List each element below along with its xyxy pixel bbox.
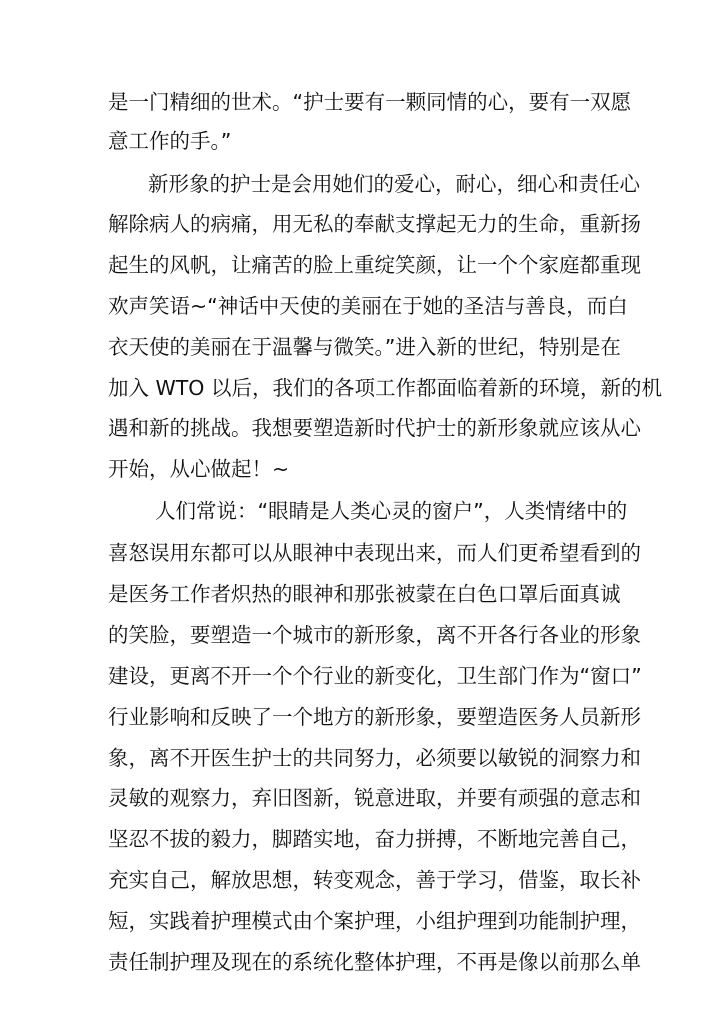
text-line: 人们常说：“眼睛是人类心灵的窗户”，人类情绪中的 xyxy=(155,499,628,523)
text-line: 解除病人的病痛，用无私的奉献支撑起无力的生命，重新扬 xyxy=(108,212,641,236)
text-line: 新形象的护士是会用她们的爱心，耐心，细心和责任心 xyxy=(148,172,640,196)
text-line: 充实自己，解放思想，转变观念，善于学习，借鉴，取长补 xyxy=(108,868,641,892)
text-line: 灵敏的观察力，弃旧图新，锐意进取，并要有顽强的意志和 xyxy=(108,786,641,810)
text-line: 衣天使的美丽在于温馨与微笑。”进入新的世纪，特别是在 xyxy=(108,335,621,359)
text-line: 开始，从心做起！~ xyxy=(108,457,290,481)
text-line: 欢声笑语~“神话中天使的美丽在于她的圣洁与善良，而白 xyxy=(108,294,628,318)
text-line: 意工作的手。” xyxy=(108,129,232,153)
text-line: 象，离不开医生护士的共同努力，必须要以敏锐的洞察力和 xyxy=(108,746,641,770)
text-line: 起生的风帆，让痛苦的脸上重绽笑颜，让一个个家庭都重现 xyxy=(108,253,641,277)
text-line: 是一门精细的世术。“护士要有一颗同情的心，要有一双愿 xyxy=(108,90,632,114)
text-line: 行业影响和反映了一个地方的新形象，要塑造医务人员新形 xyxy=(108,705,641,729)
text-line: 遇和新的挑战。我想要塑造新时代护士的新形象就应该从心 xyxy=(108,416,641,440)
text-line: 坚忍不拔的毅力，脚踏实地，奋力拼搏，不断地完善自己， xyxy=(108,827,641,851)
text-line: 的笑脸，要塑造一个城市的新形象，离不开各行各业的形象 xyxy=(108,623,641,647)
text-line: 责任制护理及现在的系统化整体护理，不再是像以前那么单 xyxy=(108,950,641,974)
text-line: 建设，更离不开一个个行业的新变化，卫生部门作为“窗口” xyxy=(108,664,642,688)
text-line: 加入 WTO 以后，我们的各项工作都面临着新的环境，新的机 xyxy=(108,376,662,400)
text-line: 短，实践着护理模式由个案护理，小组护理到功能制护理， xyxy=(108,909,641,933)
text-line: 是医务工作者炽热的眼神和那张被蒙在白色口罩后面真诚 xyxy=(108,582,621,606)
text-line: 喜怒误用东都可以从眼神中表现出来，而人们更希望看到的 xyxy=(108,541,641,565)
